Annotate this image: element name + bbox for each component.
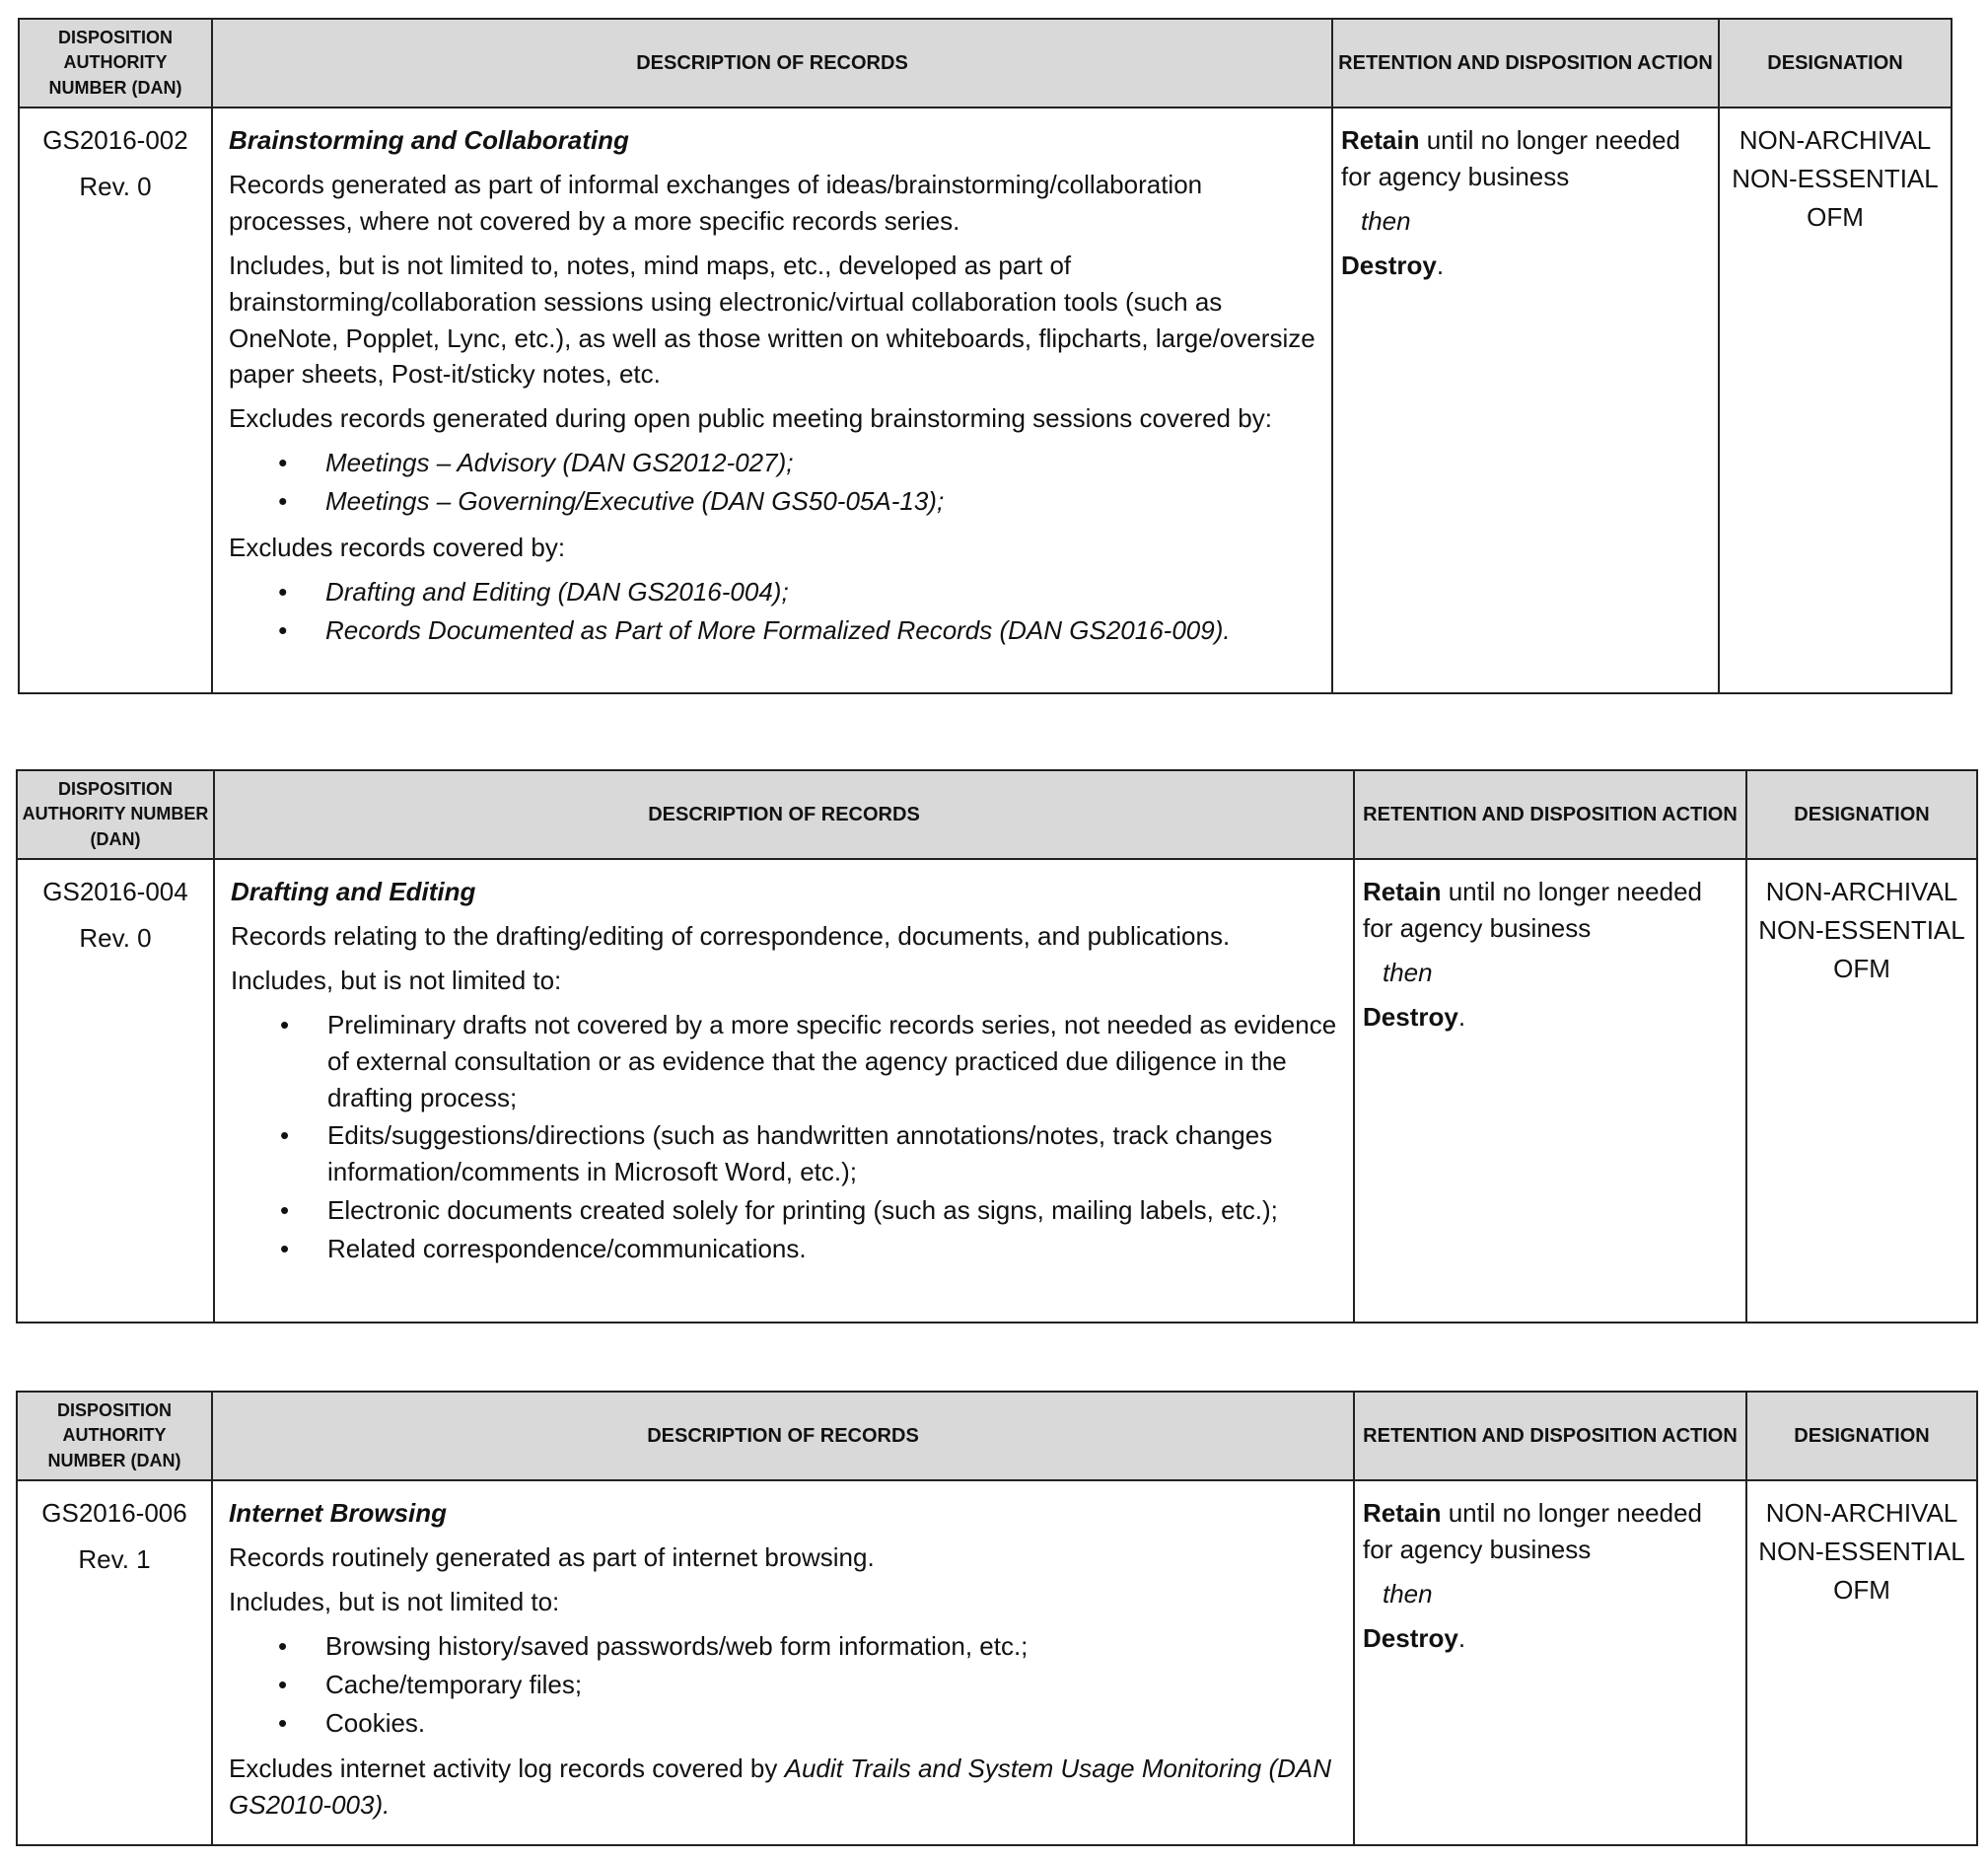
designation-ofm: OFM bbox=[1833, 1574, 1890, 1605]
destroy-period: . bbox=[1457, 1001, 1466, 1032]
header-retention: RETENTION AND DISPOSITION ACTION bbox=[1354, 1392, 1746, 1480]
header-designation: DESIGNATION bbox=[1746, 770, 1977, 859]
excludes-reference: Audit Trails and System Usage Monitoring (DAN GS2010-003). bbox=[229, 1753, 1332, 1821]
list-item: • Meetings – Advisory (DAN GS2012-027); bbox=[325, 445, 1317, 481]
description-cell bbox=[212, 107, 1332, 693]
dan-cell bbox=[17, 1480, 212, 1845]
list-item: • Cookies. bbox=[325, 1705, 1339, 1742]
retention-cell bbox=[1332, 107, 1719, 693]
record-title: Brainstorming and Collaborating bbox=[229, 125, 629, 155]
designation-essential: NON-ESSENTIAL bbox=[1732, 163, 1939, 193]
list-item: • Preliminary drafts not covered by a more specific records series, not needed as evidence of external consultation or as evidence that the agency practiced due diligence in the drafting process; bbox=[327, 1007, 1339, 1116]
designation-cell bbox=[1746, 859, 1977, 1323]
header-retention: RETENTION AND DISPOSITION ACTION bbox=[1354, 770, 1746, 859]
header-description: DESCRIPTION OF RECORDS bbox=[212, 1392, 1354, 1480]
header-description: DESCRIPTION OF RECORDS bbox=[214, 770, 1354, 859]
record-table-gs2016-006 bbox=[16, 1391, 1978, 1846]
destroy-period: . bbox=[1436, 250, 1445, 280]
retain-text: until no longer needed for agency business bbox=[1341, 125, 1681, 191]
retention-cell bbox=[1354, 859, 1746, 1323]
record-includes: Includes, but is not limited to: bbox=[231, 965, 562, 995]
list-item: • Electronic documents created solely for printing (such as signs, mailing labels, etc.); bbox=[327, 1192, 1339, 1229]
excludes-list-2 bbox=[229, 574, 1317, 649]
dan-revision: Rev. 0 bbox=[79, 171, 152, 201]
record-title: Internet Browsing bbox=[229, 1498, 448, 1528]
description-cell bbox=[212, 1480, 1354, 1845]
dan-revision: Rev. 0 bbox=[79, 922, 152, 953]
header-description: DESCRIPTION OF RECORDS bbox=[212, 19, 1332, 107]
list-item: • Related correspondence/communications. bbox=[327, 1231, 1339, 1267]
record-summary: Records generated as part of informal exchanges of ideas/brainstorming/collaboration processes, where not covered by a more specific records series. bbox=[229, 169, 1203, 236]
destroy-label: Destroy bbox=[1363, 1001, 1458, 1032]
includes-list bbox=[229, 1628, 1339, 1742]
header-dan: DISPOSITION AUTHORITY NUMBER (DAN) bbox=[19, 19, 212, 107]
record-table-gs2016-004 bbox=[16, 769, 1978, 1323]
record-excludes-intro: Excludes records generated during open public meeting brainstorming sessions covered by: bbox=[229, 403, 1272, 434]
retain-text: until no longer needed for agency business bbox=[1363, 877, 1703, 943]
then-label: then bbox=[1383, 1578, 1433, 1609]
header-dan: DISPOSITION AUTHORITY NUMBER (DAN) bbox=[17, 1392, 212, 1480]
header-dan: DISPOSITION AUTHORITY NUMBER (DAN) bbox=[17, 770, 214, 859]
retain-label: Retain bbox=[1341, 125, 1420, 155]
designation-essential: NON-ESSENTIAL bbox=[1758, 914, 1965, 945]
header-retention: RETENTION AND DISPOSITION ACTION bbox=[1332, 19, 1719, 107]
record-table-gs2016-002 bbox=[18, 18, 1952, 694]
record-includes: Includes, but is not limited to, notes, mind maps, etc., developed as part of brainstorming/collaboration sessions using electronic/virtual collaboration tools (such as OneNote, Popplet, Lync, etc.), as well as those written on whiteboards, flipcharts, large/oversize paper sheets, Post-it/sticky notes, etc. bbox=[229, 250, 1315, 390]
designation-ofm: OFM bbox=[1807, 201, 1864, 232]
record-excludes bbox=[229, 1751, 1339, 1824]
list-item: • Meetings – Governing/Executive (DAN GS50-05A-13); bbox=[325, 483, 1317, 520]
then-label: then bbox=[1383, 957, 1433, 987]
destroy-label: Destroy bbox=[1363, 1622, 1458, 1653]
designation-archival: NON-ARCHIVAL bbox=[1739, 125, 1932, 155]
record-summary: Records relating to the drafting/editing of correspondence, documents, and publications. bbox=[231, 920, 1231, 951]
designation-cell bbox=[1719, 107, 1952, 693]
dan-number: GS2016-006 bbox=[41, 1498, 187, 1528]
designation-cell bbox=[1746, 1480, 1977, 1845]
dan-revision: Rev. 1 bbox=[78, 1543, 151, 1574]
then-label: then bbox=[1361, 205, 1411, 236]
dan-number: GS2016-004 bbox=[42, 877, 188, 906]
retain-label: Retain bbox=[1363, 1498, 1442, 1528]
retain-text: until no longer needed for agency business bbox=[1363, 1498, 1703, 1564]
list-item: • Browsing history/saved passwords/web form information, etc.; bbox=[325, 1628, 1339, 1665]
record-excludes-intro-2: Excludes records covered by: bbox=[229, 533, 566, 563]
list-item: • Drafting and Editing (DAN GS2016-004); bbox=[325, 574, 1317, 610]
list-item: • Edits/suggestions/directions (such as handwritten annotations/notes, track changes information/comments in Microsoft Word, etc.); bbox=[327, 1117, 1339, 1190]
retain-label: Retain bbox=[1363, 877, 1442, 906]
list-item: • Records Documented as Part of More Formalized Records (DAN GS2016-009). bbox=[325, 612, 1317, 649]
excludes-lead: Excludes internet activity log records covered by bbox=[229, 1753, 785, 1784]
retention-cell bbox=[1354, 1480, 1746, 1845]
header-designation: DESIGNATION bbox=[1746, 1392, 1977, 1480]
description-cell bbox=[214, 859, 1354, 1323]
dan-cell bbox=[19, 107, 212, 693]
list-item: • Cache/temporary files; bbox=[325, 1667, 1339, 1703]
destroy-label: Destroy bbox=[1341, 250, 1437, 280]
destroy-period: . bbox=[1457, 1622, 1466, 1653]
includes-list bbox=[231, 1007, 1339, 1267]
record-title: Drafting and Editing bbox=[231, 877, 476, 906]
designation-archival: NON-ARCHIVAL bbox=[1765, 1498, 1958, 1528]
record-summary: Records routinely generated as part of internet browsing. bbox=[229, 1541, 875, 1572]
record-includes: Includes, but is not limited to: bbox=[229, 1586, 560, 1616]
designation-archival: NON-ARCHIVAL bbox=[1765, 877, 1958, 906]
dan-cell bbox=[17, 859, 214, 1323]
header-designation: DESIGNATION bbox=[1719, 19, 1952, 107]
designation-ofm: OFM bbox=[1833, 953, 1890, 983]
designation-essential: NON-ESSENTIAL bbox=[1758, 1536, 1965, 1566]
dan-number: GS2016-002 bbox=[42, 125, 188, 155]
excludes-list bbox=[229, 445, 1317, 520]
